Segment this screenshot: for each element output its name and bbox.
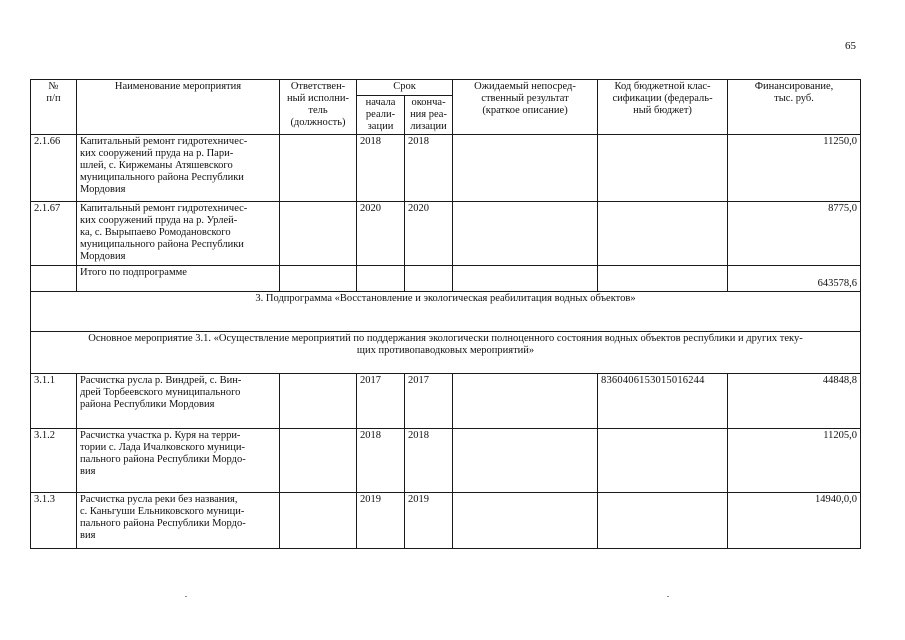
start-year: 2018 [357,135,405,202]
responsible-cell [280,202,357,266]
table-row [31,135,861,202]
result-cell [453,493,598,549]
row-number: 2.1.67 [31,202,77,266]
responsible-cell [280,429,357,493]
start-year: 2019 [357,493,405,549]
end-year: 2017 [405,374,453,429]
financing-value: 44848,8 [728,374,861,429]
start-year: 2020 [357,202,405,266]
header-financing: Финансирование, тыс. руб. [728,80,861,135]
program-measures-table [30,79,861,549]
table-row [31,493,861,549]
row-number: 2.1.66 [31,135,77,202]
end-year: 2018 [405,429,453,493]
subtotal-label: Итого по подпрограмме [77,266,280,292]
table-row [31,374,861,429]
budget-code: 8360406153015016244 [598,374,728,429]
header-term: Срок [357,80,453,96]
financing-value: 11250,0 [728,135,861,202]
page-number: 65 [845,40,856,52]
section-title-row [31,292,861,332]
measure-name: Расчистка участка р. Куря на терри- тории с. Лада Ичалковского муници- пального района Республики Мордо- вия [77,429,280,493]
scan-speck [185,596,187,597]
measure-name: Капитальный ремонт гидротехничес- ких сооружений пруда на р. Пари- шлей, с. Киржеманы Атяшевского муниципального района Республики Мордовия [77,135,280,202]
table-row [31,429,861,493]
responsible-cell [280,374,357,429]
start-year: 2017 [357,374,405,429]
measure-name: Капитальный ремонт гидротехничес- ких сооружений пруда на р. Урлей- ка, с. Вырыпаево Ромодановского муниципального района Республики Мордовия [77,202,280,266]
end-year: 2020 [405,202,453,266]
row-number: 3.1.3 [31,493,77,549]
budget-code [598,429,728,493]
result-cell [453,374,598,429]
responsible-cell [280,135,357,202]
subtotal-financing: 643578,6 [728,266,861,292]
row-number: 3.1.1 [31,374,77,429]
scan-speck [667,596,669,597]
start-year: 2018 [357,429,405,493]
header-term-end: оконча- ния реа- лизации [405,96,453,135]
row-number: 3.1.2 [31,429,77,493]
financing-value: 11205,0 [728,429,861,493]
table-header [31,80,861,135]
subtotal-row [31,266,861,292]
header-name: Наименование мероприятия [77,80,280,135]
result-cell [453,135,598,202]
main-measure-row [31,332,861,374]
header-term-start: начала реали- зации [357,96,405,135]
table-row [31,202,861,266]
financing-value: 8775,0 [728,202,861,266]
header-budget-code: Код бюджетной клас- сификации (федераль- ный бюджет) [598,80,728,135]
budget-code [598,135,728,202]
measure-name: Расчистка русла р. Виндрей, с. Вин- дрей Торбеевского муниципального района Республики Мордовия [77,374,280,429]
result-cell [453,429,598,493]
section-title: 3. Подпрограмма «Восстановление и экологическая реабилитация водных объектов» [31,292,861,332]
end-year: 2019 [405,493,453,549]
main-measure: Основное мероприятие 3.1. «Осуществление мероприятий по поддержания экологически полноценного состояния водных объектов республики и других теку- щих противопаводковых мероприятий» [31,332,861,374]
header-responsible: Ответствен- ный исполни- тель (должность) [280,80,357,135]
result-cell [453,202,598,266]
budget-code [598,202,728,266]
financing-value: 14940,0,0 [728,493,861,549]
header-result: Ожидаемый непосред- ственный результат (краткое описание) [453,80,598,135]
header-num: № п/п [31,80,77,135]
responsible-cell [280,493,357,549]
end-year: 2018 [405,135,453,202]
budget-code [598,493,728,549]
measure-name: Расчистка русла реки без названия, с. Каньгуши Ельниковского муници- пального района Республики Мордо- вия [77,493,280,549]
